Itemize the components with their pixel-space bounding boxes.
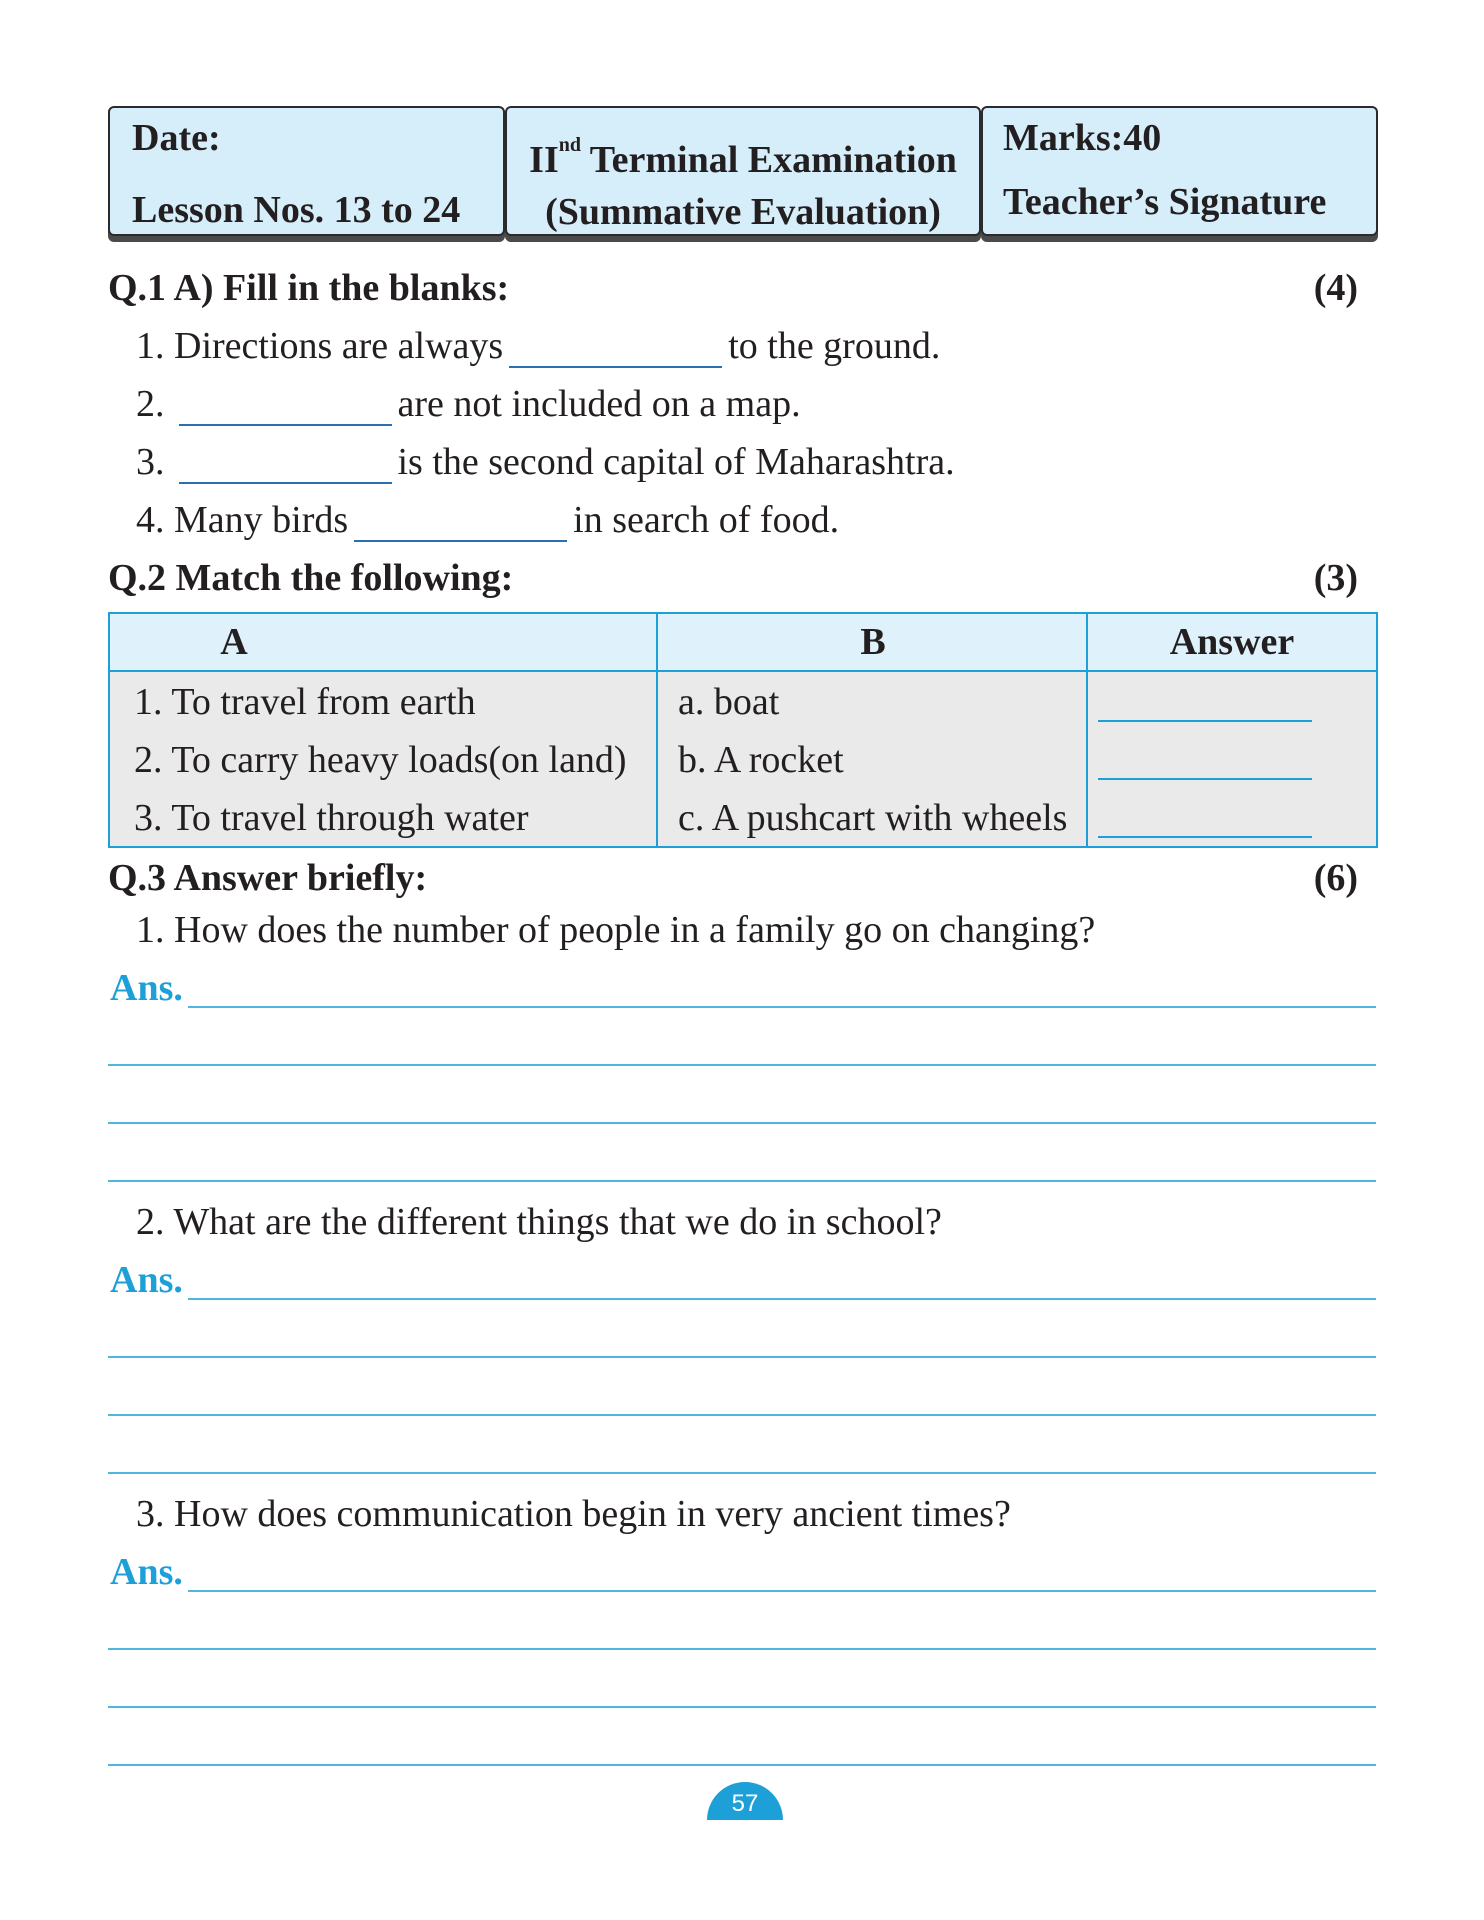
ans-label: Ans.: [110, 967, 183, 1009]
date-label: Date:: [132, 117, 221, 159]
teacher-signature-label: Teacher’s Signature: [1003, 181, 1327, 223]
column-header-a: A: [110, 614, 658, 672]
q3-marks: (6): [1313, 857, 1358, 899]
answer-line[interactable]: [188, 1590, 1376, 1592]
answer-line[interactable]: [188, 1298, 1376, 1300]
column-header-b: B: [658, 614, 1088, 672]
answer-field[interactable]: [1098, 836, 1312, 838]
answer-field[interactable]: [1098, 778, 1312, 780]
answer-line[interactable]: [108, 1414, 1376, 1416]
table-cell-b: c. A pushcart with wheels: [678, 797, 1068, 839]
marks-label: Marks:40: [1003, 117, 1162, 159]
ans-label: Ans.: [110, 1259, 183, 1301]
answer-line[interactable]: [108, 1648, 1376, 1650]
answer-line[interactable]: [108, 1356, 1376, 1358]
answer-line[interactable]: [108, 1706, 1376, 1708]
lesson-range: Lesson Nos. 13 to 24: [132, 189, 461, 231]
q2-title: Q.2 Match the following:: [108, 557, 514, 599]
q2-marks: (3): [1313, 557, 1358, 599]
answer-line[interactable]: [108, 1472, 1376, 1474]
q1-item-2: 2. are not included on a map.: [136, 383, 801, 425]
exam-subtitle: (Summative Evaluation): [545, 191, 941, 233]
q1-item-4: 4. Many birds in search of food.: [136, 499, 840, 541]
q2-heading: [108, 556, 1358, 600]
q1-title: Q.1 A) Fill in the blanks:: [108, 267, 510, 309]
table-cell-b: a. boat: [678, 681, 780, 723]
column-divider: [656, 614, 658, 846]
q1-heading: [108, 266, 1358, 310]
blank-field[interactable]: [179, 444, 392, 484]
answer-line[interactable]: [108, 1064, 1376, 1066]
q3-heading: [108, 856, 1358, 900]
blank-field[interactable]: [354, 502, 567, 542]
column-header-answer: Answer: [1088, 614, 1376, 672]
answer-field[interactable]: [1098, 720, 1312, 722]
answer-line[interactable]: [188, 1006, 1376, 1008]
page-number-badge: 57: [707, 1782, 783, 1820]
answer-line[interactable]: [108, 1180, 1376, 1182]
table-cell-a: 1. To travel from earth: [134, 681, 476, 723]
q3-question-2: 2. What are the different things that we do in school?: [136, 1201, 942, 1243]
q1-item-3: 3. is the second capital of Maharashtra.: [136, 441, 955, 483]
q3-question-1: 1. How does the number of people in a family go on changing?: [136, 909, 1096, 951]
table-cell-a: 2. To carry heavy loads(on land): [134, 739, 627, 781]
table-cell-b: b. A rocket: [678, 739, 844, 781]
exam-title-box: [505, 106, 981, 236]
q1-item-1: 1. Directions are always to the ground.: [136, 325, 941, 367]
marks-signature-box: [981, 106, 1378, 236]
table-cell-a: 3. To travel through water: [134, 797, 529, 839]
blank-field[interactable]: [509, 328, 722, 368]
column-divider: [1086, 614, 1088, 846]
q3-question-3: 3. How does communication begin in very ancient times?: [136, 1493, 1011, 1535]
answer-line[interactable]: [108, 1122, 1376, 1124]
q1-marks: (4): [1313, 267, 1358, 309]
q3-title: Q.3 Answer briefly:: [108, 857, 428, 899]
date-lesson-box: [108, 106, 505, 236]
ans-label: Ans.: [110, 1551, 183, 1593]
answer-line[interactable]: [108, 1764, 1376, 1766]
exam-title: IInd Terminal Examination: [529, 134, 957, 181]
match-table: [108, 612, 1378, 848]
exam-header: [108, 106, 1378, 246]
blank-field[interactable]: [179, 386, 392, 426]
